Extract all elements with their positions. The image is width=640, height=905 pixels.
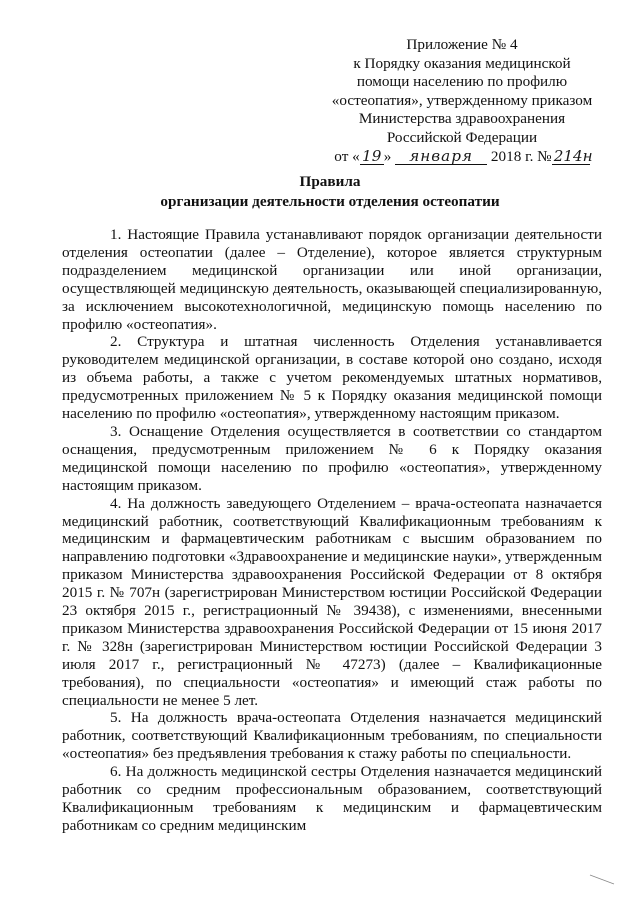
date-mid: » xyxy=(383,147,392,165)
handwritten-order-number: 214н xyxy=(553,146,593,165)
document-body xyxy=(62,226,602,835)
appendix-ref-line: «остеопатия», утвержденному приказом xyxy=(331,91,593,109)
paragraph: 4. На должность заведующего Отделением – врача-остеопата назначается медицинский работник, соответствующий Квалификационным требованиям к медицинским и фармацевтическим работникам с высшим образованием по направлению подготовки «Здравоохранение и медицинские науки», утвержденным приказом Министерства здравоохранения Российской Федерации от 8 октября 2015 г. № 707н (зарегистрирован Министерством юстиции Российской Федерации 23 октября 2015 г., регистрационный № 39438), с изменениями, внесенными приказом Министерства здравоохранения Российской Федерации от 15 июня 2017 г. № 328н (зарегистрирован Министерством юстиции Российской Федерации 3 июля 2017 г., регистрационный № 47273) (далее – Квалификационные требования), по специальности «остеопатия» и имеющий стаж работы по специальности не менее 5 лет. xyxy=(62,494,602,709)
document-title xyxy=(60,172,600,212)
appendix-ref-line: Российской Федерации xyxy=(386,128,538,146)
pen-stroke-mark xyxy=(588,873,618,887)
appendix-ref-line: к Порядку оказания медицинской xyxy=(353,54,571,72)
appendix-number: Приложение № 4 xyxy=(406,36,518,53)
date-prefix: от « xyxy=(334,147,360,165)
appendix-header xyxy=(312,36,612,166)
paragraph: 2. Структура и штатная численность Отделения устанавливается руководителем медицинской организации, в составе которой оно создано, исходя из объема работы, а также с учетом рекомендуемых штатных нормативов, предусмотренных приложением № 5 к Порядку оказания медицинской помощи населению по профилю «остеопатия», утвержденному настоящим приказом. xyxy=(62,333,602,423)
handwritten-day: 19 xyxy=(360,148,384,165)
order-date-line xyxy=(312,148,612,167)
appendix-ref-line: помощи населению по профилю xyxy=(356,73,568,91)
paragraph: 1. Настоящие Правила устанавливают порядок организации деятельности отделения остеопатии (далее – Отделение), которое является структурным подразделением медицинской организации или иной организации, осуществляющей медицинскую деятельность, оказывающей специализированную, за исключением высокотехнологичной, медицинскую помощь населению по профилю «остеопатия». xyxy=(62,226,602,333)
title-main: Правила xyxy=(299,173,361,190)
handwritten-month: января xyxy=(395,148,487,165)
appendix-ref-line: Министерства здравоохранения xyxy=(358,110,566,128)
title-sub: организации деятельности отделения остеопатии xyxy=(160,193,500,210)
paragraph: 3. Оснащение Отделения осуществляется в соответствии со стандартом оснащения, предусмотренным приложением № 6 к Порядку оказания медицинской помощи населению по профилю «остеопатия», утвержденному настоящим приказом. xyxy=(62,422,602,494)
paragraph: 6. На должность медицинской сестры Отделения назначается медицинский работник со средним профессиональным образованием, соответствующий Квалификационным требованиям к медицинским и фармацевтическим работникам со средним медицинским xyxy=(62,763,602,834)
paragraph: 5. На должность врача-остеопата Отделения назначается медицинский работник, соответствующий Квалификационным требованиям, по специальности «остеопатия» без предъявления требования к стажу работы по специальности. xyxy=(62,709,602,763)
date-year: 2018 г. № xyxy=(490,147,552,165)
